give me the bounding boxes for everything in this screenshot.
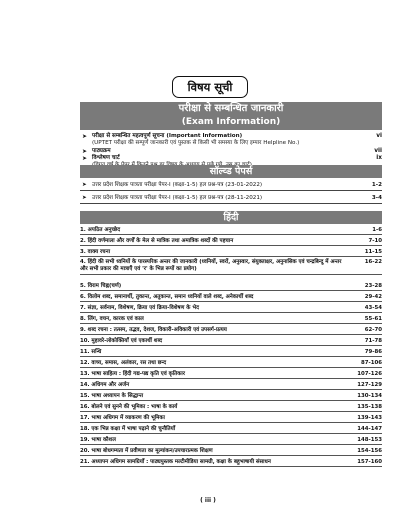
toc-page-number: 144-147	[357, 426, 382, 432]
exam-item-title: विश्लेषण चार्ट	[92, 155, 120, 161]
toc-page-number: 62-70	[364, 327, 382, 333]
exam-item-title: परीक्षा से सम्बन्धित महत्वपूर्ण सूचना (Important Information)	[92, 133, 243, 139]
solved-paper-page: 1-2	[371, 182, 382, 188]
bullet-icon: ➤	[82, 155, 88, 162]
toc-entry: 6. विलोम शब्द, समानार्थी, तुकान्त, अतुकान्त, समान ध्वनियों वाले शब्द, अनेकार्थी शब्द	[80, 294, 254, 300]
toc-entry: 12. वाच्य, समास, अलंकार, रस तथा छन्द	[80, 360, 167, 366]
exam-item-page: vi	[376, 133, 382, 139]
toc-entry: 9. शब्द रचना : तत्सम, तद्भव, देशज, विकारी-अविकारी एवं उपसर्ग-प्रत्यय	[80, 327, 227, 333]
toc-row	[80, 327, 382, 335]
toc-row	[80, 259, 382, 275]
bullet-icon: ➤	[82, 133, 88, 140]
toc-page-number: 16-22	[364, 259, 382, 265]
toc-row	[80, 415, 382, 423]
toc-entry: 19. भाषा कौशल	[80, 437, 116, 443]
toc-row	[80, 249, 382, 257]
toc-entry: 14. अधिगम और अर्जन	[80, 382, 130, 388]
toc-entry: 1. अपठित अनुच्छेद	[80, 227, 121, 233]
solved-paper-row	[80, 181, 382, 191]
page-title: विषय सूची	[172, 76, 248, 98]
exam-item-syllabus	[82, 148, 382, 155]
toc-row	[80, 305, 382, 313]
toc-page-number: 29-42	[364, 294, 382, 300]
toc-row	[80, 404, 382, 412]
toc-entry: 5. विराम चिह्न(चर्ण)	[80, 283, 122, 289]
toc-row	[80, 227, 382, 235]
toc-entry: 4. हिंदी की सभी ध्वनियों के पारस्परिक अन्तर की जानकारी (ध्वनियों, स्वरों, अनुस्वार, संयुक्ताक्षर, अनुनासिक एवं चन्द्रबिन्दु में अन्तर और सभी प्रकार की मात्राएँ एवं 'र' के भिन्न रूपों का प्रयोग)	[80, 259, 342, 273]
toc-row	[80, 238, 382, 246]
solved-paper-title: उत्तर प्रदेश शिक्षक पात्रता परीक्षा पेपर-I (कक्षा-1-5) हल प्रश्न-पत्र (23-01-2022)	[92, 182, 263, 188]
toc-page-number: 1-6	[372, 227, 382, 233]
exam-item-important-info	[82, 133, 382, 147]
toc-row	[80, 349, 382, 357]
solved-paper-row	[80, 194, 382, 204]
toc-page-number: 135-138	[357, 404, 382, 410]
toc-row	[80, 459, 382, 467]
toc-entry: 21. अध्यापन अधिगम सामग्रियाँ : पाठ्यपुस्तक मल्टीमीडिया सामग्री, कक्षा के बहुभाषायी संसाधन	[80, 459, 271, 465]
exam-info-heading-band	[80, 102, 382, 130]
toc-row	[80, 393, 382, 401]
solved-paper-title: उत्तर प्रदेश शिक्षक पात्रता परीक्षा पेपर-I (कक्षा-1-5) हल प्रश्न-पत्र (28-11-2021)	[92, 195, 263, 201]
toc-page-number: 43-54	[364, 305, 382, 311]
toc-entry: 13. भाषा साहित्य : हिंदी गद्य-पद्य कृति एवं कृतिकार	[80, 371, 185, 377]
exam-item-page: ix	[376, 155, 382, 161]
hindi-heading: हिंदी	[80, 211, 382, 224]
toc-page-number: 127-129	[357, 382, 382, 388]
toc-entry: 8. लिंग, वचन, कारक एवं काल	[80, 316, 144, 322]
solved-papers-heading: सॉल्व्ड पेपर्स	[80, 165, 382, 178]
toc-entry: 16. बोलने एवं सुनने की भूमिका : भाषा के कार्य	[80, 404, 178, 410]
toc-entry: 2. हिंदी वर्णमाला और वर्णों के मेल से मात्रिक तथा अमात्रिक शब्दों की पहचान	[80, 238, 234, 244]
page-number-footer: ( iii )	[200, 497, 216, 504]
bullet-icon: ➤	[82, 195, 87, 201]
toc-page-number: 107-126	[357, 371, 382, 377]
toc-page-number: 148-153	[357, 437, 382, 443]
toc-row	[80, 294, 382, 302]
toc-row	[80, 360, 382, 368]
solved-paper-page: 3-4	[371, 195, 382, 201]
toc-row	[80, 426, 382, 434]
toc-page-number: 11-15	[364, 249, 382, 255]
toc-entry: 20. भाषा बोधगम्यता में प्रवीणता का मूल्यांकन/उपचारात्मक शिक्षण	[80, 448, 213, 454]
exam-info-heading: परीक्षा से सम्बन्धित जानकारी	[178, 103, 284, 114]
toc-entry: 7. संज्ञा, सर्वनाम, विशेषण, क्रिया एवं क्रिया-विशेषण के भेद	[80, 305, 199, 311]
toc-page-number: 79-86	[364, 349, 382, 355]
toc-page-number: 87-106	[361, 360, 382, 366]
toc-page-number: 154-156	[357, 448, 382, 454]
toc-row	[80, 316, 382, 324]
toc-entry: 15. भाषा अध्यापन के सिद्धान्त	[80, 393, 144, 399]
toc-page-number: 71-78	[364, 338, 382, 344]
toc-entry: 17. भाषा अधिगम में व्याकरण की भूमिका	[80, 415, 165, 421]
toc-row	[80, 437, 382, 445]
toc-entry: 11. सन्धि	[80, 349, 102, 355]
exam-item-desc: (UPTET परीक्षा की सम्पूर्ण जानकारी एवं पुस्तक से किसी भी समस्या के लिए इम्पार Helpline No.)	[92, 140, 300, 146]
toc-row	[80, 382, 382, 390]
toc-row	[80, 338, 382, 346]
toc-row	[80, 448, 382, 456]
toc-row	[80, 371, 382, 379]
toc-page-number: 55-61	[364, 316, 382, 322]
toc-page-number: 23-28	[364, 283, 382, 289]
toc-page-number: 130-134	[357, 393, 382, 399]
toc-entry: 10. मुहावरे-लोकोक्तियाँ एवं एकार्थी शब्द	[80, 338, 163, 344]
toc-page-number: 157-160	[357, 459, 382, 465]
exam-info-subheading: (Exam Information)	[181, 117, 281, 127]
exam-item-page: vii	[374, 148, 382, 154]
toc-row	[80, 283, 382, 291]
bullet-icon: ➤	[82, 148, 88, 155]
toc-entry: 18. एक भिन्न कक्षा में भाषा पढ़ाने की चुनौतियाँ	[80, 426, 176, 432]
bullet-icon: ➤	[82, 182, 87, 188]
toc-page-number: 139-143	[357, 415, 382, 421]
exam-item-title: पाठ्यक्रम	[92, 148, 111, 154]
toc-page-number: 7-10	[368, 238, 382, 244]
toc-entry: 3. वाक्य रचना	[80, 249, 110, 255]
